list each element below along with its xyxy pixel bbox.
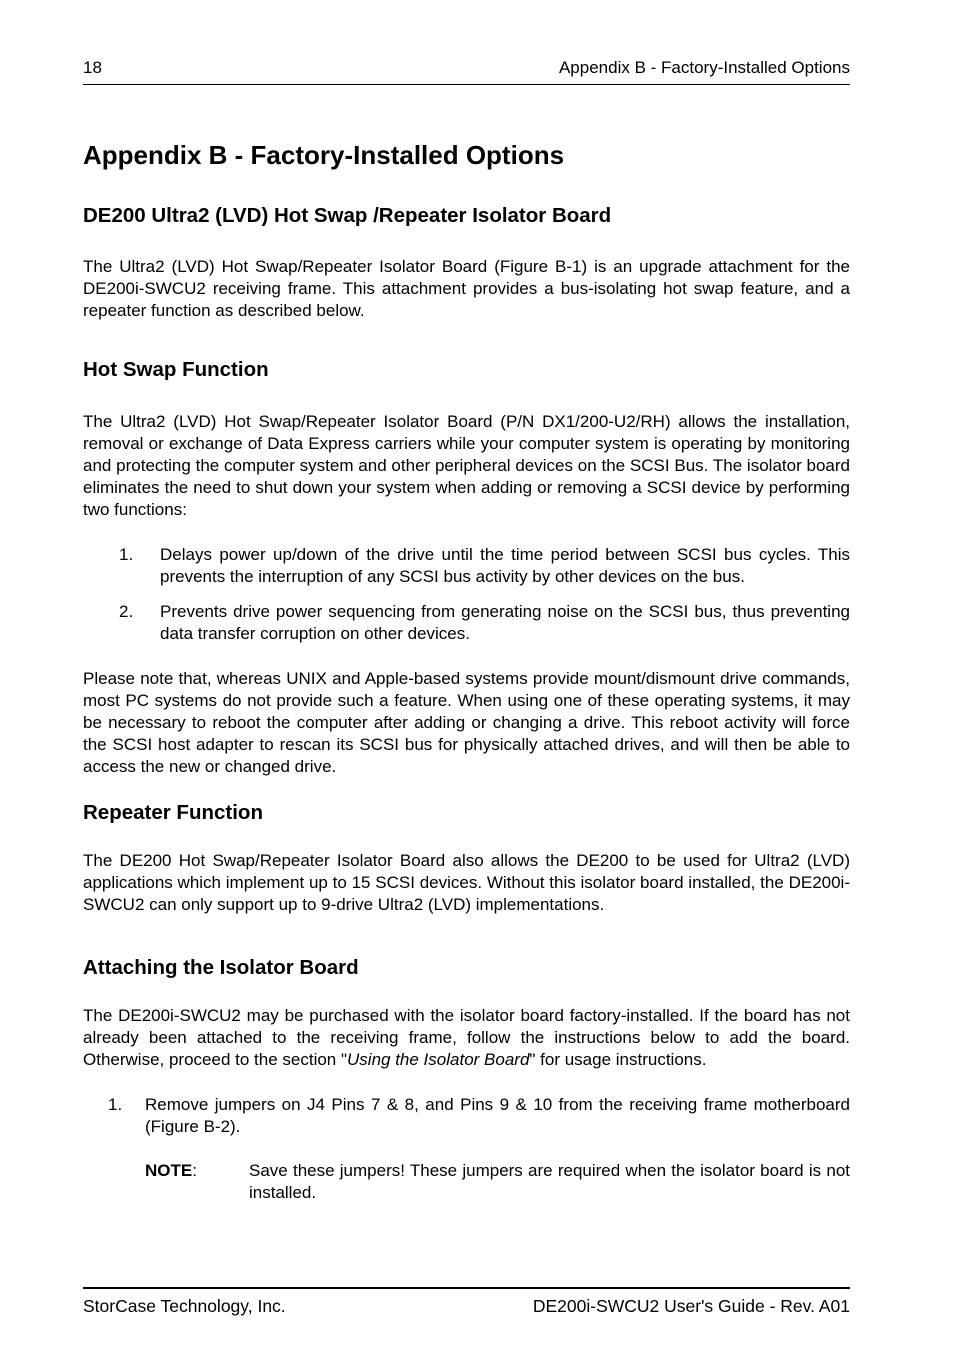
note-label: NOTE: [145, 1161, 193, 1180]
page-number: 18: [83, 58, 102, 77]
board-heading: DE200 Ultra2 (LVD) Hot Swap /Repeater Isolator Board: [83, 204, 612, 227]
note-label-wrap: [145, 1160, 197, 1182]
running-title: Appendix B - Factory-Installed Options: [558, 58, 850, 77]
hotswap-heading: Hot Swap Function: [83, 358, 269, 381]
hotswap-paragraph-2: Please note that, whereas UNIX and Apple-based systems provide mount/dismount drive commands, most PC systems do not provide such a feature. When using one of these operating systems, it may be necessary to reboot the computer after adding or changing a drive. This reboot activity will force the SCSI host adapter to rescan its SCSI bus for physically attached drives, and will then be able to access the new or changed drive.: [83, 669, 850, 776]
attaching-paragraph: [83, 1005, 850, 1071]
attaching-text: The DE200i-SWCU2 may be purchased with the isolator board factory-installed. If the board has not already been attached to the receiving frame, follow the instructions below to add the board. Otherwise, proceed to the section ": [83, 1006, 850, 1069]
repeater-heading: Repeater Function: [83, 801, 263, 824]
note-colon: :: [192, 1161, 197, 1180]
note-text: Save these jumpers! These jumpers are required when the isolator board is not installed.: [249, 1161, 850, 1202]
list-text: Prevents drive power sequencing from generating noise on the SCSI bus, thus preventing data transfer corruption on other devices.: [160, 602, 850, 643]
board-paragraph: The Ultra2 (LVD) Hot Swap/Repeater Isolator Board (Figure B-1) is an upgrade attachment for the DE200i-SWCU2 receiving frame. This attachment provides a bus-isolating hot swap feature, and a repeater function as described below.: [83, 257, 850, 320]
list-text: Delays power up/down of the drive until the time period between SCSI bus cycles. This prevents the interruption of any SCSI bus activity by other devices on the bus.: [160, 545, 850, 586]
step-number: 1.: [108, 1095, 123, 1114]
page-footer: [83, 1287, 850, 1316]
list-number: 2.: [119, 602, 134, 621]
step-text: Remove jumpers on J4 Pins 7 & 8, and Pins 9 & 10 from the receiving frame motherboard (Figure B-2).: [145, 1095, 850, 1136]
page-header: [83, 58, 850, 85]
section-reference: Using the Isolator Board: [347, 1050, 530, 1069]
page-title: Appendix B - Factory-Installed Options: [83, 140, 565, 170]
hotswap-paragraph: The Ultra2 (LVD) Hot Swap/Repeater Isolator Board (P/N DX1/200-U2/RH) allows the installation, removal or exchange of Data Express carriers while your computer system is operating by monitoring and protecting the computer system and other peripheral devices on the SCSI Bus. The isolator board eliminates the need to shut down your system when adding or removing a SCSI device by performing two functions:: [83, 412, 850, 519]
attaching-heading: Attaching the Isolator Board: [83, 956, 359, 979]
footer-document: DE200i-SWCU2 User's Guide - Rev. A01: [532, 1296, 850, 1316]
list-number: 1.: [119, 545, 134, 564]
repeater-paragraph: The DE200 Hot Swap/Repeater Isolator Board also allows the DE200 to be used for Ultra2 (LVD) applications which implement up to 15 SCSI devices. Without this isolator board installed, the DE200i-SWCU2 can only support up to 9-drive Ultra2 (LVD) implementations.: [83, 851, 850, 914]
footer-company: StorCase Technology, Inc.: [83, 1296, 286, 1316]
attaching-text-end: " for usage instructions.: [529, 1050, 707, 1069]
